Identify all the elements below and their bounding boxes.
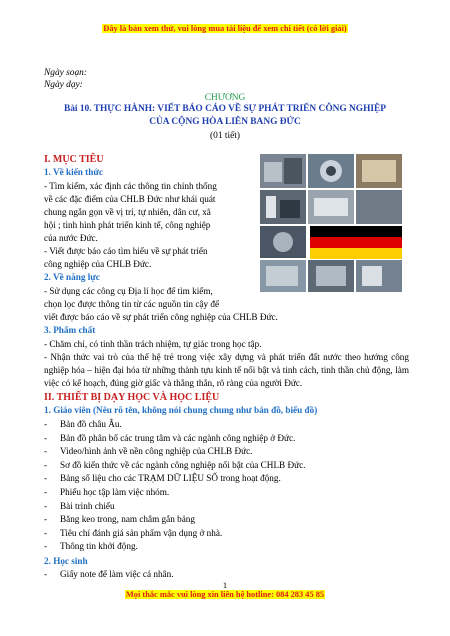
list-item: - Giấy note để làm việc cá nhân. bbox=[44, 569, 174, 579]
knowledge-line: của nước Đức. bbox=[44, 233, 98, 243]
list-item: - Sơ đồ kiến thức về các ngành công nghiệp nổi bật của CHLB Đức. bbox=[44, 459, 306, 470]
list-item-text: Bản đồ phân bố các trung tâm và các ngành công nghiệp ở Đức. bbox=[60, 432, 296, 443]
list-item-text: Băng keo trong, nam châm gắn bảng bbox=[60, 514, 195, 525]
list-item-text: Bản đồ châu Âu. bbox=[60, 419, 122, 429]
knowledge-line: - Viết được báo cáo tìm hiểu về sự phát triển bbox=[44, 246, 208, 256]
lesson-title-line2: CỦA CỘNG HÒA LIÊN BANG ĐỨC bbox=[149, 117, 301, 127]
skills-line: - Sử dụng các công cụ Địa lí học để tìm kiếm, bbox=[44, 286, 213, 296]
lesson-duration: (01 tiết) bbox=[210, 131, 240, 141]
knowledge-line: hội ; tình hình phát triển kinh tế, công nghiệp bbox=[44, 220, 211, 230]
list-item: - Bài trình chiếu bbox=[44, 500, 115, 511]
list-item-text: Video/hình ảnh về nền công nghiệp của CHLB Đức. bbox=[60, 446, 253, 457]
top-banner bbox=[0, 24, 450, 33]
knowledge-text bbox=[44, 180, 254, 271]
teacher-title: 1. Giáo viên (Nêu rõ tên, không nói chung chung như bản đồ, biểu đồ) bbox=[44, 405, 318, 415]
list-item-text: Thông tin khởi động. bbox=[60, 541, 138, 552]
list-item: - Phiếu học tập làm việc nhóm. bbox=[44, 486, 170, 497]
list-item: - Bản đồ phân bố các trung tâm và các ngành công nghiệp ở Đức. bbox=[44, 432, 296, 443]
knowledge-line: - Tìm kiếm, xác định các thông tin chính thống bbox=[44, 181, 217, 191]
section-equipment-heading: II. THIẾT BỊ DẠY HỌC VÀ HỌC LIỆU bbox=[44, 392, 220, 403]
list-item-text: Bài trình chiếu bbox=[60, 500, 115, 511]
quality-line: - Nhận thức vai trò của thế hệ trẻ trong việc xây dựng và phát triển đất nước theo hướng công nghiệp hóa – hiện đại hóa từ những thành tựu kinh tế nổi bật và tinh cách, tinh thần chủ động, làm việc có kế hoạch, đúng giờ giấc và thẳng thắn, rõ ràng của người Đức. bbox=[44, 352, 409, 388]
teacher-list bbox=[44, 419, 409, 555]
skills-text-a bbox=[44, 285, 254, 311]
list-item: - Bản đồ châu Âu. bbox=[44, 419, 122, 429]
list-item-text: Sơ đồ kiến thức về các ngành công nghiệp nổi bật của CHLB Đức. bbox=[60, 459, 306, 470]
chapter-label: CHƯƠNG bbox=[204, 93, 246, 103]
list-item-text: Bảng số liệu cho các TRẠM DỮ LIỆU SỐ trong hoạt động. bbox=[60, 473, 281, 484]
list-item: - Thông tin khởi động. bbox=[44, 541, 138, 552]
ngay-day-label: Ngày dạy: bbox=[44, 80, 83, 90]
german-flag-icon bbox=[310, 226, 402, 259]
bottom-banner-text: Mọi thắc mắc vui lòng xin liên hệ hotline: 084 283 45 85 bbox=[125, 590, 325, 599]
knowledge-line: về các đặc điểm của CHLB Đức như khái quát bbox=[44, 194, 216, 204]
list-item: - Bảng số liệu cho các TRẠM DỮ LIỆU SỐ trong hoạt động. bbox=[44, 473, 281, 484]
top-banner-text: Đây là bản xem thử, vui lòng mua tài liệu để xem chi tiết (có lời giải) bbox=[103, 24, 347, 33]
quality-title: 3. Phẩm chất bbox=[44, 325, 96, 335]
bottom-banner bbox=[0, 590, 450, 599]
list-item-text: Tiêu chí đánh giá sản phẩm vận dụng ở nhà. bbox=[60, 527, 223, 538]
skills-title: 2. Về năng lực bbox=[44, 272, 100, 282]
section-objectives-heading: I. MỤC TIÊU bbox=[44, 154, 104, 165]
list-item-text: Giấy note để làm việc cá nhân. bbox=[60, 569, 174, 579]
knowledge-title: 1. Về kiến thức bbox=[44, 167, 103, 177]
skills-line: viết được báo cáo về sự phát triển công nghiệp của CHLB Đức. bbox=[44, 312, 278, 322]
page-number: 1 bbox=[222, 580, 228, 590]
skills-line: chọn lọc được thông tin từ các nguồn tin cậy để bbox=[44, 299, 220, 309]
quality-line: - Chăm chỉ, có tinh thần trách nhiệm, tự giác trong học tập. bbox=[44, 339, 262, 349]
lesson-title-line1: Bài 10. THỰC HÀNH: VIẾT BÁO CÁO VỀ SỰ PHÁT TRIỂN CÔNG NGHIỆP bbox=[63, 104, 386, 114]
list-item: - Video/hình ảnh về nền công nghiệp của CHLB Đức. bbox=[44, 446, 253, 457]
knowledge-line: chung ngắn gọn về vị trí, tự nhiên, dân cư, xã bbox=[44, 207, 211, 217]
ngay-soan-label: Ngày soạn: bbox=[44, 68, 87, 78]
list-item: - Băng keo trong, nam châm gắn bảng bbox=[44, 514, 195, 525]
student-title: 2. Học sinh bbox=[44, 556, 88, 566]
list-item: - Tiêu chí đánh giá sản phẩm vận dụng ở nhà. bbox=[44, 527, 223, 538]
list-item-text: Phiếu học tập làm việc nhóm. bbox=[60, 486, 170, 497]
knowledge-line: công nghiệp của CHLB Đức. bbox=[44, 259, 152, 269]
industry-collage-image bbox=[258, 152, 404, 294]
